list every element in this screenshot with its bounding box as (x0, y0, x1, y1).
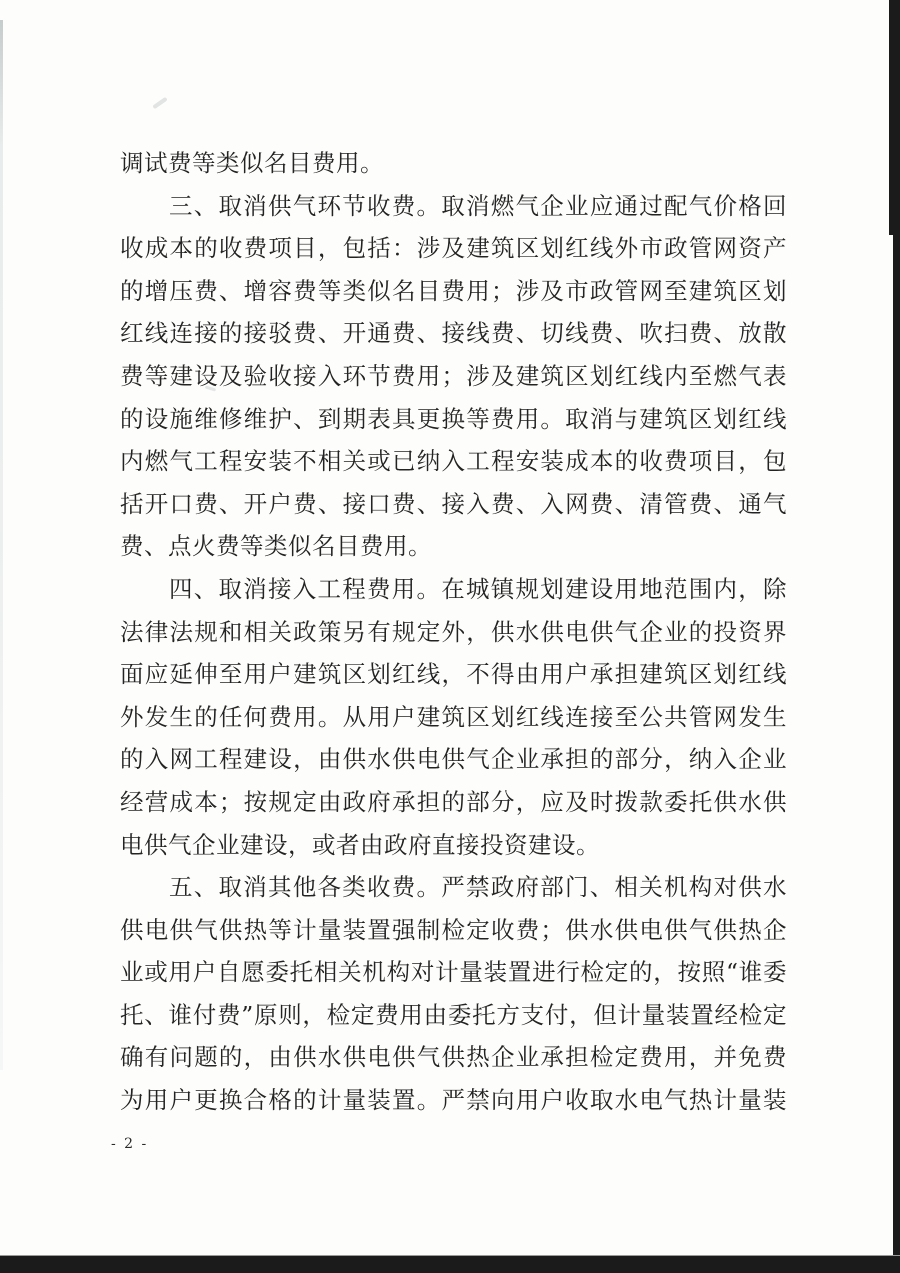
paragraph-item-5 (120, 866, 787, 1122)
text-line: 为用户更换合格的计量装置。严禁向用户收取水电气热计量装 (120, 1086, 787, 1115)
text-line: 红线连接的接驳费、开通费、接线费、切线费、吹扫费、放散 (120, 319, 787, 348)
text-line: 的增压费、增容费等类似名目费用；涉及市政管网至建筑区划 (120, 276, 787, 305)
text-line: 收成本的收费项目，包括：涉及建筑区划红线外市政管网资产 (120, 234, 787, 263)
scan-smudge (152, 97, 167, 109)
scan-left-edge-artifact (0, 20, 3, 1070)
paragraph-item-3 (120, 185, 787, 568)
text-line: 费、点火费等类似名目费用。 (120, 532, 432, 561)
text-line: 三、取消供气环节收费。取消燃气企业应通过配气价格回 (169, 191, 787, 220)
text-line: 供电供气供热等计量装置强制检定收费；供水供电供气供热企 (120, 915, 787, 944)
text-line: 经营成本；按规定由政府承担的部分，应及时拨款委托供水供 (120, 787, 787, 816)
text-line: 的入网工程建设，由供水供电供气企业承担的部分，纳入企业 (120, 745, 787, 774)
text-line: 内燃气工程安装不相关或已纳入工程安装成本的收费项目，包 (120, 447, 787, 476)
text-line: 五、取消其他各类收费。严禁政府部门、相关机构对供水 (169, 873, 787, 902)
text-line: 调试费等类似名目费用。 (120, 149, 384, 177)
page-number: - 2 - (111, 1136, 149, 1152)
text-line: 业或用户自愿委托相关机构对计量装置进行检定的，按照“谁委 (120, 958, 787, 987)
scan-right-edge-artifact-top (889, 0, 900, 235)
scan-bottom-edge-artifact (0, 1255, 900, 1273)
paragraph-continuation (120, 142, 787, 185)
text-line: 法律法规和相关政策另有规定外，供水供电供气企业的投资界 (120, 617, 787, 646)
text-line: 外发生的任何费用。从用户建筑区划红线连接至公共管网发生 (120, 702, 787, 731)
document-text-block (120, 142, 787, 1122)
text-line: 的设施维修维护、到期表具更换等费用。取消与建筑区划红线 (120, 404, 787, 433)
paragraph-item-4 (120, 568, 787, 866)
text-line: 括开口费、开户费、接口费、接入费、入网费、清管费、通气 (120, 489, 787, 518)
text-line: 面应延伸至用户建筑区划红线，不得由用户承担建筑区划红线 (120, 660, 787, 689)
text-line: 费等建设及验收接入环节费用；涉及建筑区划红线内至燃气表 (120, 361, 787, 390)
text-line: 确有问题的，由供水供电供气供热企业承担检定费用，并免费 (120, 1043, 787, 1072)
text-line: 四、取消接入工程费用。在城镇规划建设用地范围内，除 (169, 574, 787, 603)
text-line: 托、谁付费”原则，检定费用由委托方支付，但计量装置经检定 (120, 1000, 787, 1029)
text-line: 电供气企业建设，或者由政府直接投资建设。 (120, 830, 600, 859)
